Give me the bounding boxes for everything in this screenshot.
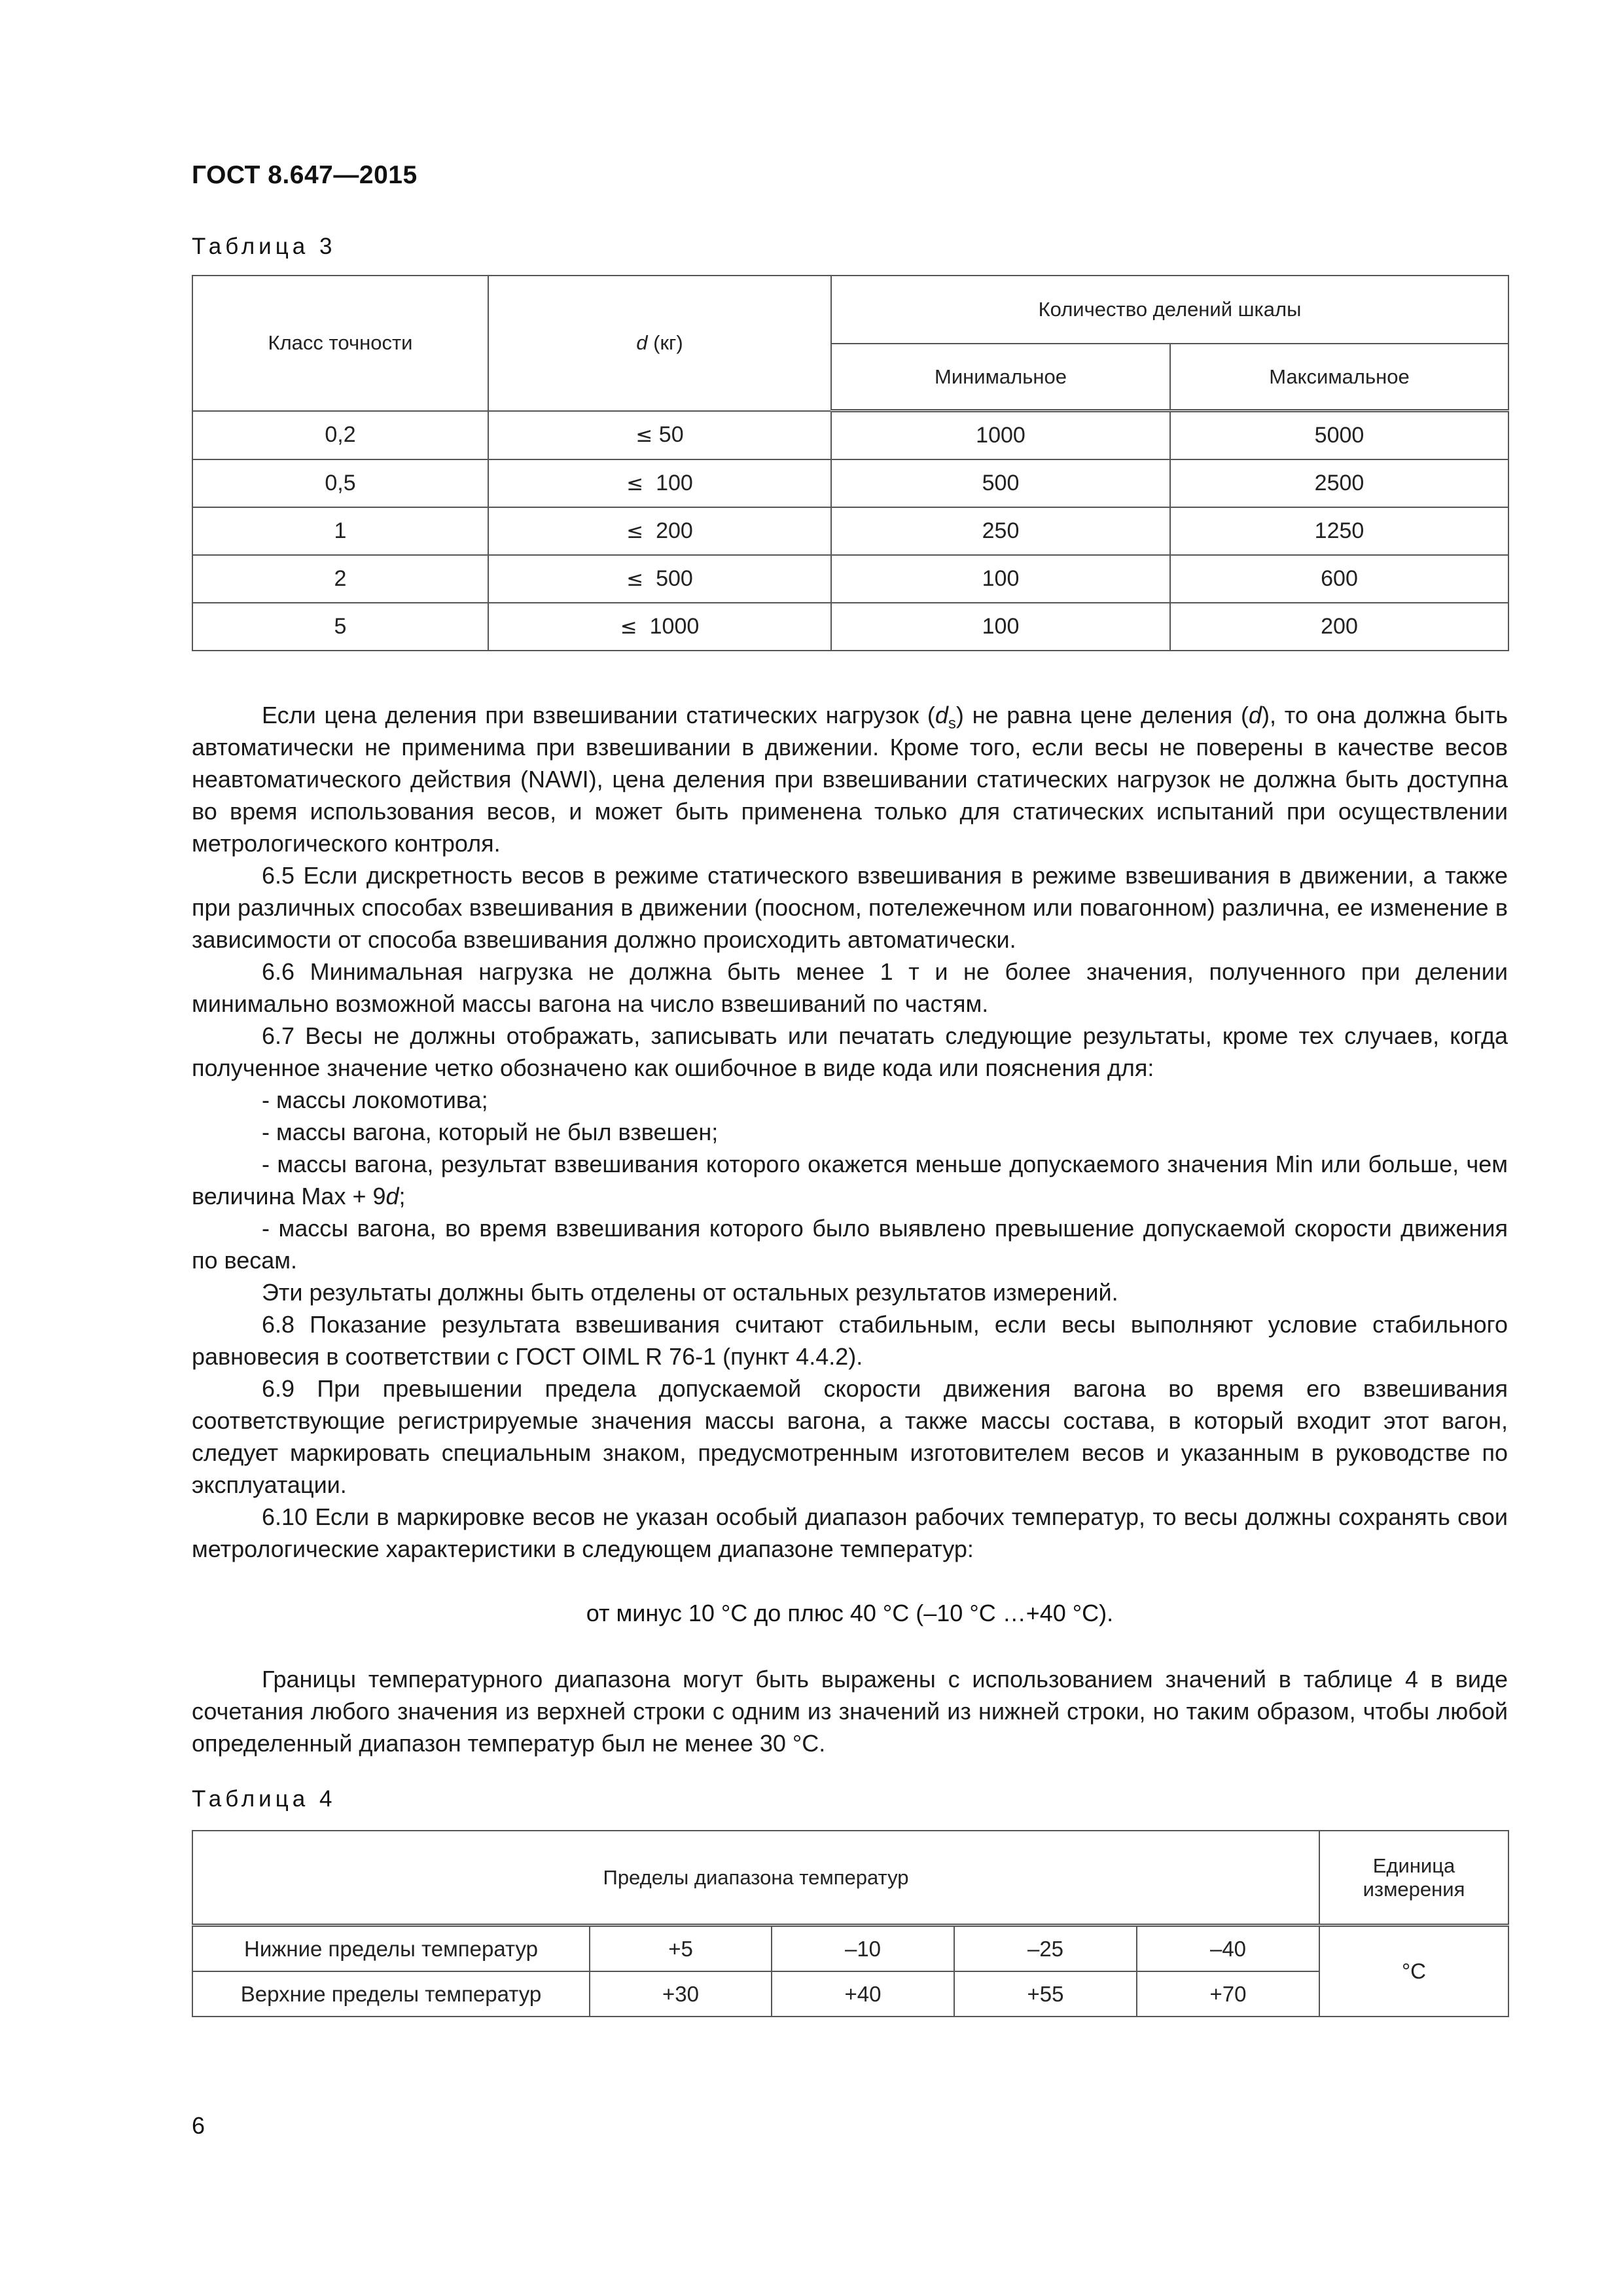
paragraph-6-9: 6.9 При превышении предела допускаемой скорости движения вагона во время его взвешивания соответствующие регистрируемые значения массы вагона, а также массы состава, в который входит этот вагон, следует маркировать специальным знаком, предусмотренным изготовителем весов и указанным в руководстве по эксплуатации. [192, 1375, 1508, 1498]
cell-max: 600 [1170, 555, 1508, 603]
header-unit [1319, 1831, 1508, 1926]
le-symbol: ≤ [626, 472, 644, 495]
symbol-d: d [1249, 702, 1262, 728]
text-fragment: ) не равна цене деления ( [955, 702, 1249, 728]
cell-d [488, 411, 831, 460]
table-row [192, 1926, 1508, 1972]
table-row [192, 555, 1508, 603]
paragraph-6-7: 6.7 Весы не должны отображать, записывать или печатать следующие результаты, кроме тех случаев, когда полученное значение четко обозначено как ошибочное в виде кода или пояснения для: [192, 1022, 1508, 1081]
cell-d-value: 100 [656, 471, 693, 495]
list-item: - массы вагона, во время взвешивания которого было выявлено превышение допускаемой скорости движения по весам. [192, 1215, 1508, 1274]
body-text [192, 699, 1508, 1565]
table-row [192, 1971, 1508, 2017]
table3-caption: Таблица 3 [192, 234, 336, 259]
le-symbol: ≤ [626, 567, 644, 591]
header-accuracy-class: Класс точности [192, 276, 488, 411]
cell-d [488, 555, 831, 603]
cell-lower: –10 [772, 1926, 954, 1972]
cell-unit: °С [1319, 1926, 1508, 2017]
le-symbol: ≤ [626, 520, 644, 543]
le-symbol: ≤ [620, 615, 637, 639]
text-fragment: - массы вагона, результат взвешивания которого окажется меньше допускаемого значения Min или больше, чем величина Max + 9 [192, 1151, 1508, 1210]
header-min: Минимальное [831, 344, 1170, 411]
paragraph-6-10: 6.10 Если в маркировке весов не указан особый диапазон рабочих температур, то весы должны сохранять свои метрологические характеристики в следующем диапазоне температур: [192, 1503, 1508, 1562]
cell-class: 1 [192, 507, 488, 555]
table-row [192, 507, 1508, 555]
paragraph-6-6: 6.6 Минимальная нагрузка не должна быть менее 1 т и не более значения, полученного при делении минимально возможной массы вагона на число взвешиваний по частям. [192, 958, 1508, 1017]
page-number: 6 [192, 2112, 205, 2139]
header-d-symbol: d [636, 331, 648, 355]
cell-lower: –25 [954, 1926, 1137, 1972]
cell-d [488, 507, 831, 555]
lower-limits-label: Нижние пределы температур [192, 1926, 590, 1972]
symbol-subscript-s: s [948, 715, 956, 732]
cell-min: 500 [831, 459, 1170, 507]
cell-d-value: 1000 [649, 614, 700, 639]
cell-class: 5 [192, 603, 488, 651]
cell-d-value: 200 [656, 518, 693, 543]
table-row [192, 459, 1508, 507]
symbol-d: d [385, 1183, 399, 1210]
paragraph-6-5: 6.5 Если дискретность весов в режиме статического взвешивания в режиме взвешивания в движении, а также при различных способах взвешивания в движении (поосном, потележечном или повагонном) различна, ее изменение в зависимости от способа взвешивания должно происходить автоматически. [192, 862, 1508, 953]
table4-temperature-limits [192, 1830, 1509, 2017]
cell-min: 250 [831, 507, 1170, 555]
cell-max: 5000 [1170, 411, 1508, 460]
temperature-range-formula: от минус 10 °С до плюс 40 °С (–10 °С …+40 °С). [586, 1600, 1114, 1626]
list-item [192, 1148, 1508, 1212]
cell-d [488, 459, 831, 507]
header-range-limits: Пределы диапазона температур [192, 1831, 1319, 1926]
header-max: Максимальное [1170, 344, 1508, 411]
list-item: - массы локомотива; [262, 1086, 488, 1113]
header-scale-divisions: Количество делений шкалы [831, 276, 1508, 344]
header-d-unit: (кг) [647, 331, 683, 355]
cell-max: 2500 [1170, 459, 1508, 507]
cell-lower: +5 [590, 1926, 772, 1972]
cell-lower: –40 [1137, 1926, 1319, 1972]
header-d-kg [488, 276, 831, 411]
cell-upper: +40 [772, 1971, 954, 2017]
text-fragment: ), то она должна быть автоматически не применима при взвешивании в движении. Кроме того, если весы не поверены в качестве весов неавтоматического действия (NAWI), цена деления при взвешивании статических нагрузок не должна быть доступна во время использования весов, и может быть применена только для статических испытаний при осуществлении метрологического контроля. [192, 702, 1508, 857]
paragraph-scale-interval [192, 699, 1508, 859]
header-unit-line1: Единица [1372, 1854, 1455, 1877]
cell-upper: +70 [1137, 1971, 1319, 2017]
cell-upper: +55 [954, 1971, 1137, 2017]
cell-class: 2 [192, 555, 488, 603]
cell-class: 0,2 [192, 411, 488, 460]
list-item: - массы вагона, который не был взвешен; [262, 1119, 719, 1145]
table4-caption: Таблица 4 [192, 1786, 336, 1812]
cell-min: 100 [831, 603, 1170, 651]
table-row [192, 603, 1508, 651]
symbol-d: d [935, 702, 948, 728]
cell-min: 100 [831, 555, 1170, 603]
document-code: ГОСТ 8.647—2015 [192, 161, 418, 189]
cell-class: 0,5 [192, 459, 488, 507]
text-fragment: Если цена деления при взвешивании статических нагрузок ( [262, 702, 935, 728]
upper-limits-label: Верхние пределы температур [192, 1971, 590, 2017]
table3-accuracy-classes [192, 275, 1509, 651]
le-symbol: ≤ [635, 423, 653, 448]
paragraph-temperature-bounds: Границы температурного диапазона могут быть выражены с использованием значений в таблице 4 в виде сочетания любого значения из верхней строки с одним из значений из нижней строки, но таким образом, чтобы любой определенный диапазон температур был не менее 30 °С. [192, 1666, 1508, 1757]
cell-max: 200 [1170, 603, 1508, 651]
paragraph-separate-results: Эти результаты должны быть отделены от остальных результатов измерений. [262, 1279, 1118, 1306]
cell-d-value: 50 [658, 422, 684, 448]
table-row [192, 411, 1508, 460]
cell-max: 1250 [1170, 507, 1508, 555]
cell-upper: +30 [590, 1971, 772, 2017]
header-unit-line2: измерения [1363, 1877, 1465, 1901]
cell-d-value: 500 [656, 566, 693, 591]
cell-d [488, 603, 831, 651]
text-fragment: ; [399, 1183, 406, 1210]
paragraph-6-8: 6.8 Показание результата взвешивания считают стабильным, если весы выполняют условие стабильного равновесия в соответствии с ГОСТ OIML R 76-1 (пункт 4.4.2). [192, 1311, 1508, 1370]
cell-min: 1000 [831, 411, 1170, 460]
